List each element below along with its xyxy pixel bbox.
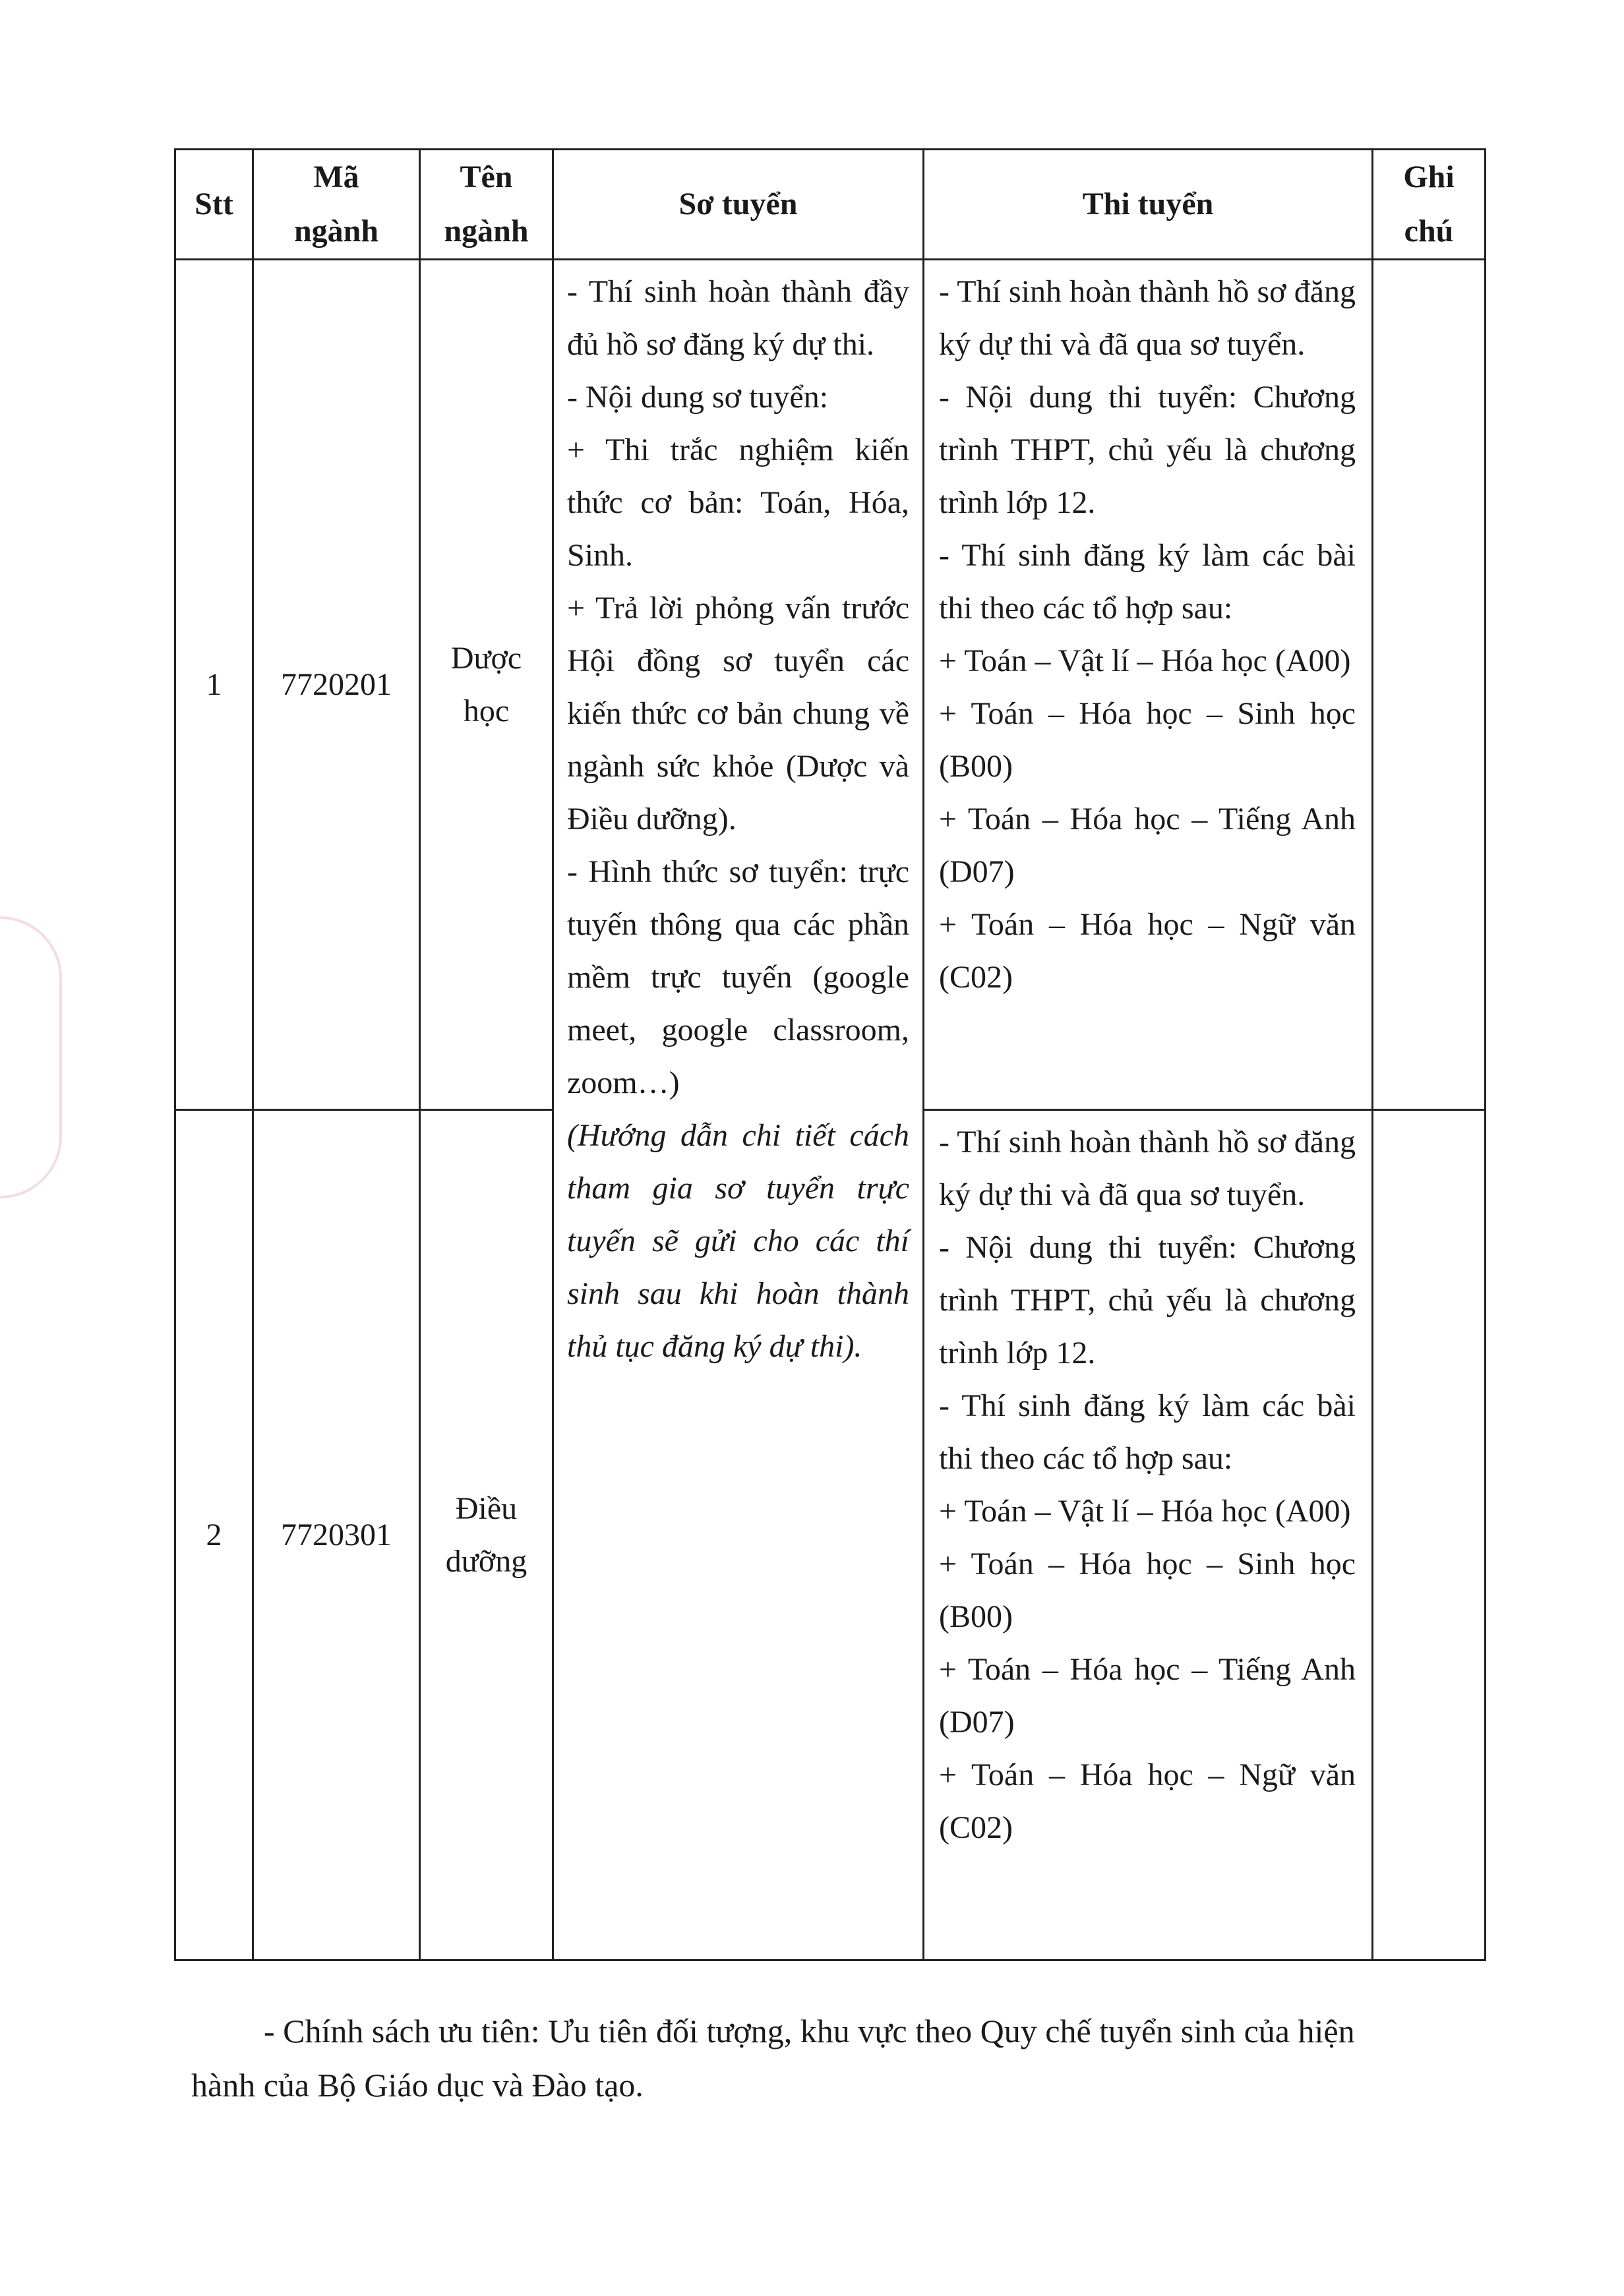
row2-stt: 2 [175, 1110, 253, 1960]
so-tuyen-paragraph: - Hình thức sơ tuyển: trực tuyến thông qua các phần mềm trực tuyến (google meet, google classroom, zoom…) [567, 854, 909, 1100]
thi-tuyen-item: - Thí sinh hoàn thành hồ sơ đăng ký dự thi và đã qua sơ tuyển. [939, 274, 1356, 362]
row2-thi-tuyen [924, 1110, 1373, 1960]
priority-policy-paragraph [191, 2004, 1444, 2112]
so-tuyen-paragraph: + Trả lời phỏng vấn trước Hội đồng sơ tuyển các kiến thức cơ bản chung về ngành sức khỏe (Dược và Điều dưỡng). [567, 591, 909, 837]
red-seal-trace [0, 916, 62, 1198]
admission-table [174, 148, 1486, 1961]
header-ma-nganh [253, 150, 420, 260]
row2-ghi-chu [1373, 1110, 1486, 1960]
row2-ten-nganh [420, 1110, 553, 1960]
header-stt: Stt [175, 150, 253, 260]
thi-tuyen-item: + Toán – Hóa học – Sinh học (B00) [939, 696, 1356, 784]
thi-tuyen-item: + Toán – Vật lí – Hóa học (A00) [939, 1494, 1351, 1529]
row2-ma-nganh: 7720301 [253, 1110, 420, 1960]
row1-ma-nganh: 7720201 [253, 260, 420, 1110]
header-ghi-chu-line1: Ghi [1403, 160, 1455, 194]
thi-tuyen-item: - Thí sinh đăng ký làm các bài thi theo các tổ hợp sau: [939, 1388, 1356, 1476]
policy-line-2: hành của Bộ Giáo dục và Đào tạo. [191, 2067, 644, 2104]
thi-tuyen-item: + Toán – Hóa học – Sinh học (B00) [939, 1546, 1356, 1634]
row1-ten-nganh-line2: học [463, 693, 510, 728]
thi-tuyen-item: - Thí sinh hoàn thành hồ sơ đăng ký dự thi và đã qua sơ tuyển. [939, 1125, 1356, 1212]
row2-ten-nganh-line1: Điều [455, 1490, 518, 1526]
table-row [175, 260, 1486, 1110]
so-tuyen-paragraph: - Thí sinh hoàn thành đầy đủ hồ sơ đăng ký dự thi. [567, 274, 909, 362]
header-so-tuyen: Sơ tuyển [553, 150, 924, 260]
thi-tuyen-item: + Toán – Vật lí – Hóa học (A00) [939, 643, 1351, 678]
header-ghi-chu-line2: chú [1404, 214, 1454, 249]
thi-tuyen-item: - Thí sinh đăng ký làm các bài thi theo các tổ hợp sau: [939, 538, 1356, 626]
so-tuyen-italic-note: (Hướng dẫn chi tiết cách tham gia sơ tuyển trực tuyến sẽ gửi cho các thí sinh sau khi hoàn thành thủ tục đăng ký dự thi). [567, 1118, 909, 1364]
header-ma-nganh-line1: Mã [313, 160, 359, 194]
header-ten-nganh-line2: ngành [444, 214, 529, 249]
so-tuyen-paragraph: - Nội dung sơ tuyển: [567, 380, 829, 415]
policy-line-1: - Chính sách ưu tiên: Ưu tiên đối tượng, khu vực theo Quy chế tuyển sinh của hiện [264, 2013, 1355, 2049]
thi-tuyen-item: + Toán – Hóa học – Ngữ văn (C02) [939, 907, 1356, 995]
header-thi-tuyen: Thi tuyển [924, 150, 1373, 260]
row2-ten-nganh-line2: dưỡng [445, 1543, 527, 1579]
thi-tuyen-item: + Toán – Hóa học – Tiếng Anh (D07) [939, 802, 1356, 889]
header-ten-nganh-line1: Tên [460, 160, 513, 194]
table-header-row [175, 150, 1486, 260]
so-tuyen-cell [553, 260, 924, 1960]
thi-tuyen-item: + Toán – Hóa học – Tiếng Anh (D07) [939, 1652, 1356, 1740]
header-ghi-chu [1373, 150, 1486, 260]
row1-ten-nganh-line1: Dược [450, 640, 522, 676]
row1-ten-nganh [420, 260, 553, 1110]
row1-thi-tuyen [924, 260, 1373, 1110]
header-ten-nganh [420, 150, 553, 260]
thi-tuyen-item: - Nội dung thi tuyển: Chương trình THPT, chủ yếu là chương trình lớp 12. [939, 380, 1356, 520]
so-tuyen-paragraph: + Thi trắc nghiệm kiến thức cơ bản: Toán, Hóa, Sinh. [567, 432, 909, 573]
thi-tuyen-item: + Toán – Hóa học – Ngữ văn (C02) [939, 1757, 1356, 1845]
header-ma-nganh-line2: ngành [293, 214, 379, 249]
row1-ghi-chu [1373, 260, 1486, 1110]
thi-tuyen-item: - Nội dung thi tuyển: Chương trình THPT, chủ yếu là chương trình lớp 12. [939, 1230, 1356, 1370]
row1-stt: 1 [175, 260, 253, 1110]
